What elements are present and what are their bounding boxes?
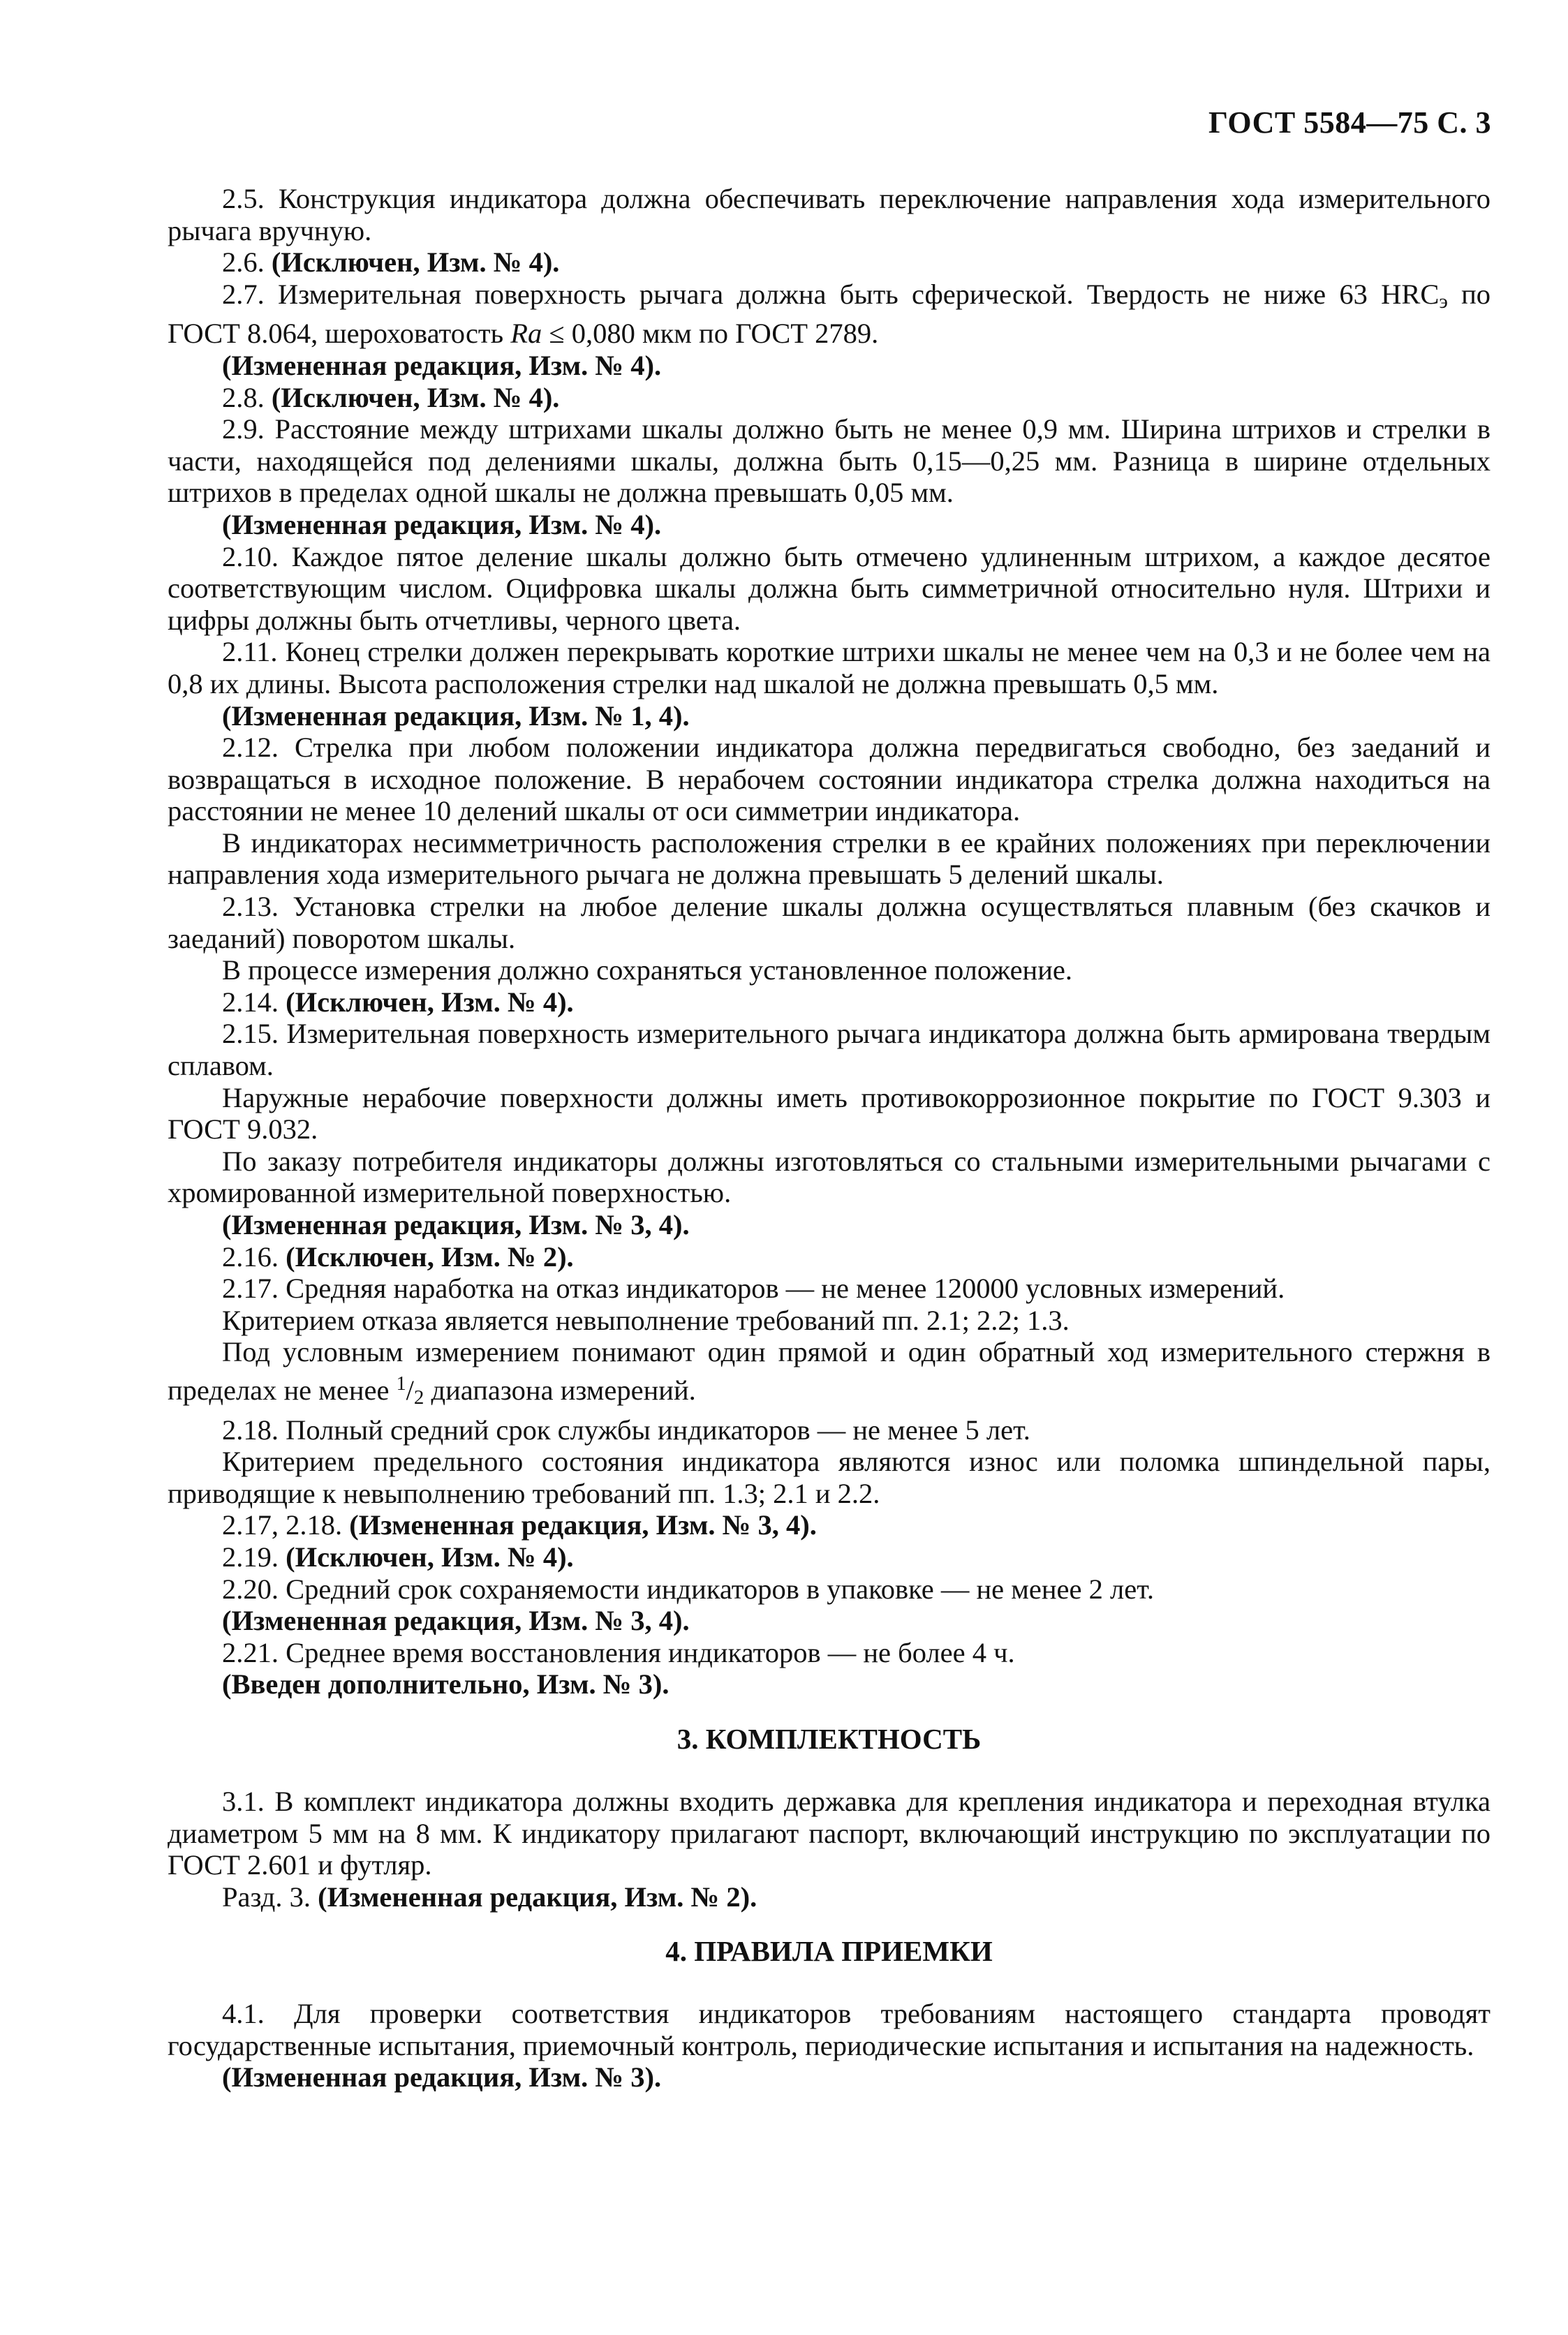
paragraph-2-17-2-18-note: 2.17, 2.18. (Измененная редакция, Изм. № 3, 4).	[222, 1509, 817, 1541]
paragraph-2-17-measurement: Под условным измерением понимают один прямой и один обратный ход измерительного стержня в пределах не менее $^1/_2$ диапазона измерений.	[168, 1336, 1491, 1409]
paragraph-2-12: 2.12. Стрелка при любом положении индикатора должна передвигаться свободно, без заеданий и возвращаться в исходное положение. В нерабочем состоянии индикатора стрелка должна находиться на расстоянии не менее 10 делений шкалы от оси симметрии индикатора.	[168, 732, 1491, 827]
paragraph-2-15: 2.15. Измерительная поверхность измерительного рычага индикатора должна быть армирована твердым сплавом.	[168, 1018, 1491, 1082]
paragraph-2-5: 2.5. Конструкция индикатора должна обеспечивать переключение направления хода измерительного рычага вручную.	[168, 183, 1491, 246]
paragraph-2-20: 2.20. Средний срок сохраняемости индикаторов в упаковке — не менее 2 лет.	[222, 1573, 1154, 1605]
amendment-note: (Исключен, Изм. № 4).	[286, 986, 574, 1018]
paragraph-2-8: 2.8. (Исключен, Изм. № 4).	[222, 381, 560, 413]
paragraph-2-17-criterion: Критерием отказа является невыполнение требований пп. 2.1; 2.2; 1.3.	[222, 1304, 1070, 1336]
amendment-note: (Измененная редакция, Изм. № 2).	[318, 1881, 757, 1913]
paragraph-2-17: 2.17. Средняя наработка на отказ индикаторов — не менее 120000 условных измерений.	[222, 1273, 1285, 1305]
amendment-note: (Измененная редакция, Изм. № 3, 4).	[349, 1509, 817, 1541]
amendment-note: (Измененная редакция, Изм. № 4).	[222, 349, 662, 381]
paragraph-2-11: 2.11. Конец стрелки должен перекрывать короткие штрихи шкалы не менее чем на 0,3 и не более чем на 0,8 их длины. Высота расположения стрелки над шкалой не должна превышать 0,5 мм.	[168, 636, 1491, 699]
amendment-note: (Измененная редакция, Изм. № 1, 4).	[222, 699, 690, 732]
paragraph-2-10: 2.10. Каждое пятое деление шкалы должно быть отмечено удлиненным штрихом, а каждое десятое соответствующим числом. Оцифровка шкалы должна быть симметричной относительно нуля. Штрихи и цифры должны быть отчетливы, черного цвета.	[168, 540, 1491, 636]
paragraph-2-16: 2.16. (Исключен, Изм. № 2).	[222, 1240, 574, 1273]
amendment-note: (Исключен, Изм. № 4).	[271, 246, 560, 279]
document-body	[168, 183, 1491, 2093]
paragraph-2-13-continued: В процессе измерения должно сохраняться установленное положение.	[222, 954, 1073, 986]
section-3-heading: 3. КОМПЛЕКТНОСТЬ	[676, 1722, 982, 1755]
page-header: ГОСТ 5584—75 С. 3	[1208, 105, 1491, 140]
paragraph-2-14: 2.14. (Исключен, Изм. № 4).	[222, 986, 574, 1018]
paragraph-2-19: 2.19. (Исключен, Изм. № 4).	[222, 1541, 574, 1573]
fraction-numerator: 1	[396, 1372, 406, 1395]
amendment-note: (Измененная редакция, Изм. № 3, 4).	[222, 1605, 690, 1637]
amendment-note: (Измененная редакция, Изм. № 4).	[222, 508, 662, 540]
paragraph-2-18-criterion: Критерием предельного состояния индикатора являются износ или поломка шпиндельной пары, приводящие к невыполнению требований пп. 1.3; 2.1 и 2.2.	[168, 1446, 1491, 1509]
paragraph-4-1: 4.1. Для проверки соответствия индикаторов требованиям настоящего стандарта проводят государственные испытания, приемочный контроль, периодические испытания и испытания на надежность.	[168, 1998, 1491, 2061]
paragraph-2-15-order: По заказу потребителя индикаторы должны изготовляться со стальными измерительными рычагами с хромированной измерительной поверхностью.	[168, 1145, 1491, 1209]
fraction-denominator: 2	[413, 1386, 424, 1409]
amendment-note: (Исключен, Изм. № 4).	[271, 381, 560, 413]
section-3-amendment: Разд. 3. (Измененная редакция, Изм. № 2).	[222, 1881, 757, 1913]
paragraph-2-12-continued: В индикаторах несимметричность расположения стрелки в ее крайних положениях при переключении направления хода измерительного рычага не должна превышать 5 делений шкалы.	[168, 826, 1491, 891]
paragraph-2-18: 2.18. Полный средний срок службы индикаторов — не менее 5 лет.	[222, 1414, 1030, 1446]
paragraph-2-15-coating: Наружные нерабочие поверхности должны иметь противокоррозионное покрытие по ГОСТ 9.303 и ГОСТ 9.032.	[168, 1081, 1491, 1146]
paragraph-2-13: 2.13. Установка стрелки на любое деление шкалы должна осуществляться плавным (без скачков и заеданий) поворотом шкалы.	[168, 891, 1491, 954]
amendment-note: (Измененная редакция, Изм. № 3, 4).	[222, 1209, 690, 1240]
section-4-heading: 4. ПРАВИЛА ПРИЕМКИ	[665, 1935, 993, 1968]
paragraph-2-21: 2.21. Среднее время восстановления индикаторов — не более 4 ч.	[222, 1636, 1015, 1668]
paragraph-2-7: 2.7. Измерительная поверхность рычага должна быть сферической. Твердость не ниже 63 $HRC_э$ по ГОСТ 8.064, шероховатость Ra ≤ 0,080 мкм по ГОСТ 2789.	[168, 278, 1491, 350]
fraction-slash: /	[406, 1374, 414, 1406]
paragraph-3-1: 3.1. В комплект индикатора должны входить державка для крепления индикатора и переходная втулка диаметром 5 мм на 8 мм. К индикатору прилагают паспорт, включающий инструкцию по эксплуатации по ГОСТ 2.601 и футляр.	[168, 1785, 1491, 1881]
roughness-symbol: Ra	[510, 318, 542, 350]
amendment-note: (Исключен, Изм. № 2).	[286, 1240, 574, 1273]
subscript: э	[1439, 290, 1448, 313]
amendment-note: (Исключен, Изм. № 4).	[286, 1541, 574, 1573]
amendment-note: (Измененная редакция, Изм. № 3).	[222, 2061, 662, 2093]
paragraph-2-9: 2.9. Расстояние между штрихами шкалы должно быть не менее 0,9 мм. Ширина штрихов и стрелки в части, находящейся под делениями шкалы, должна быть 0,15—0,25 мм. Разница в ширине отдельных штрихов в пределах одной шкалы не должна превышать 0,05 мм.	[168, 413, 1491, 509]
paragraph-2-6: 2.6. (Исключен, Изм. № 4).	[222, 246, 560, 279]
amendment-note: (Введен дополнительно, Изм. № 3).	[222, 1668, 670, 1700]
